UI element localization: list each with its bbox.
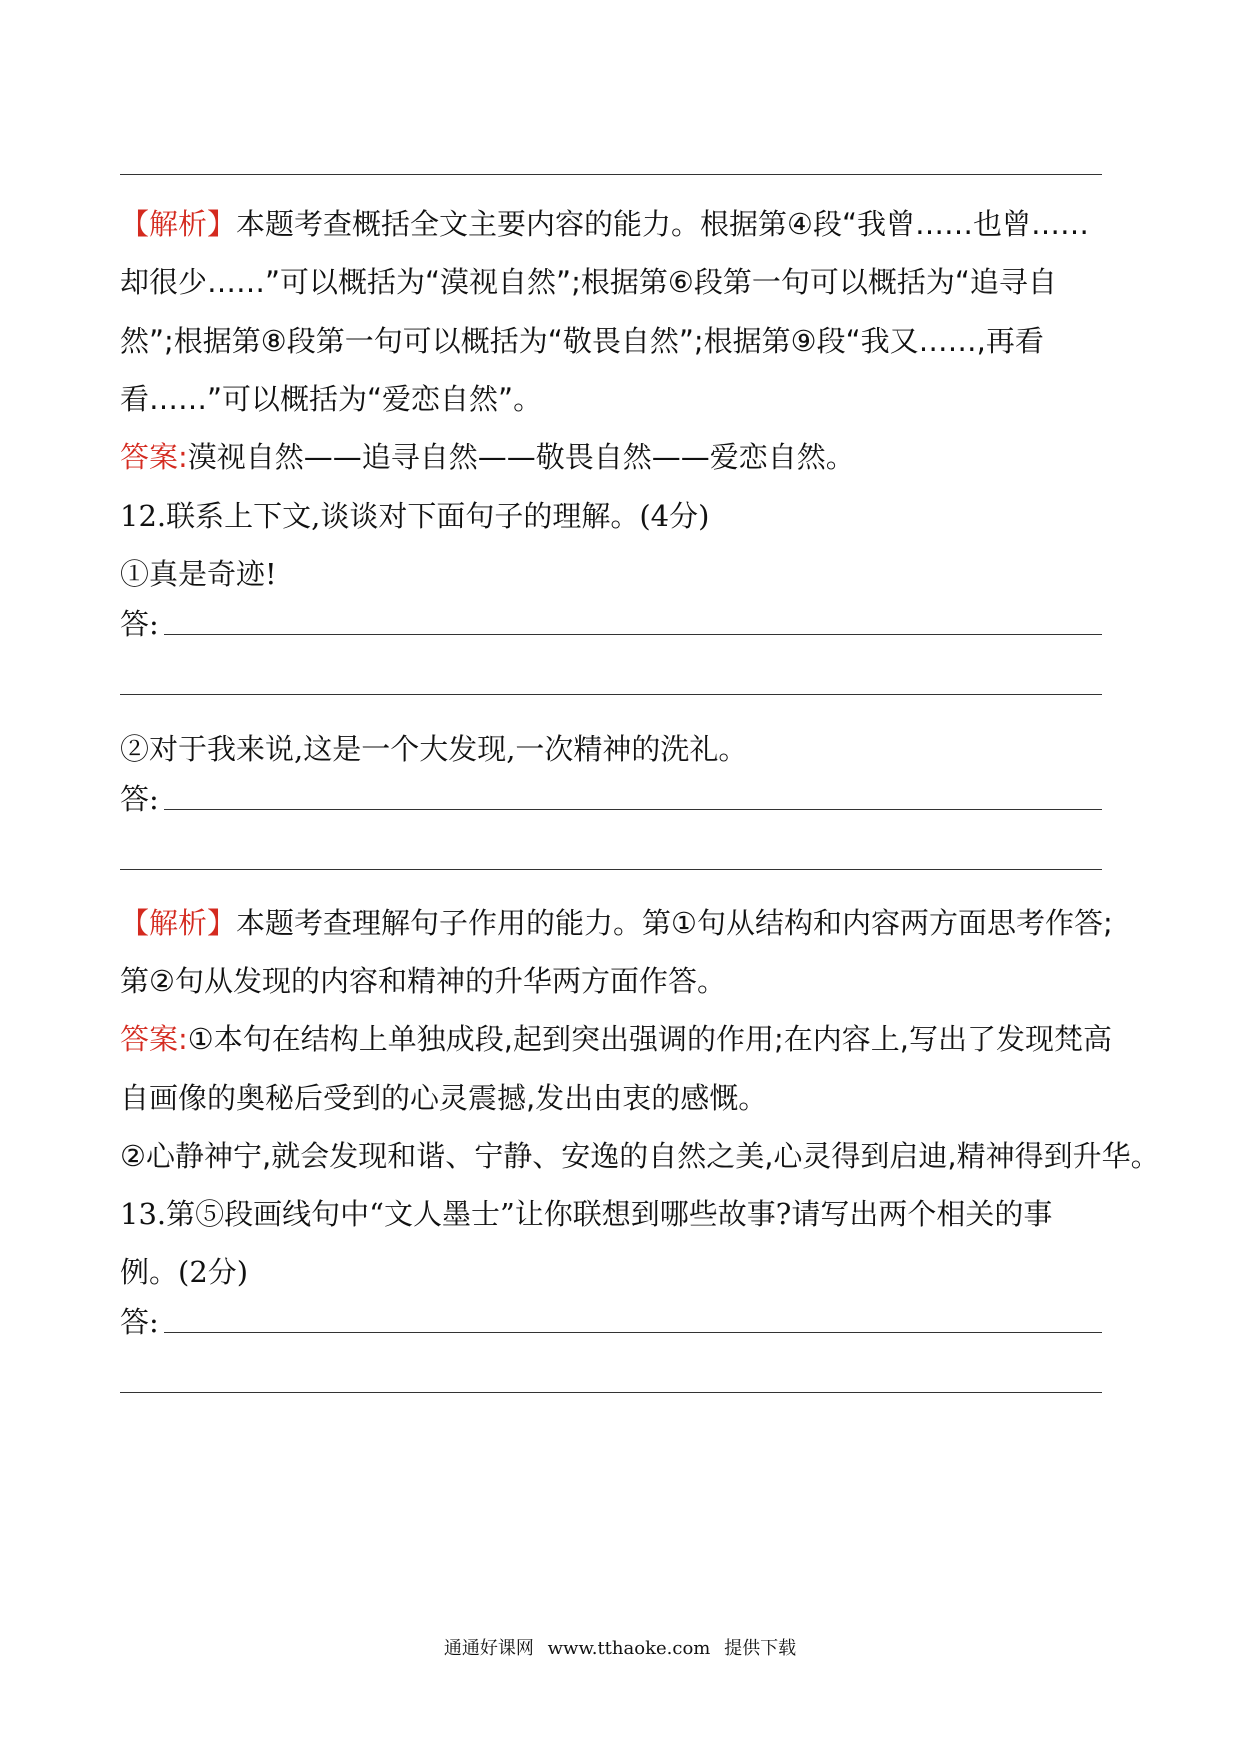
analysis-label: 【解析】 [120,207,237,241]
analysis-paragraph-line: 【解析】本题考查概括全文主要内容的能力。根据第④段“我曾……也曾…… [120,207,1090,241]
answer-label: 答案: [120,440,188,474]
analysis-paragraph-line: 第②句从发现的内容和精神的升华两方面作答。 [120,964,726,998]
question-13-stem-line: 例。(2分) [120,1255,249,1289]
footer-site-name: 通通好课网 [443,1638,534,1659]
footer-note: 提供下载 [724,1638,797,1659]
answer-blank-line[interactable] [120,1392,1102,1393]
answer-prompt: 答: [120,1305,159,1339]
answer-blank-line[interactable] [120,869,1102,870]
answer-field[interactable] [120,780,1102,820]
analysis-paragraph-line: 然”;根据第⑧段第一句可以概括为“敬畏自然”;根据第⑨段“我又……,再看 [120,324,1044,358]
answer-prompt: 答: [120,782,159,816]
analysis-paragraph-line: 看……”可以概括为“爱恋自然”。 [120,382,543,416]
answer-paragraph: 答案:漠视自然——追寻自然——敬畏自然——爱恋自然。 [120,440,855,474]
answer-blank-line[interactable] [164,1332,1102,1333]
question-13-stem: 13.第⑤段画线句中“文人墨士”让你联想到哪些故事?请写出两个相关的事 [120,1197,1053,1231]
answer-blank-line[interactable] [120,694,1102,695]
question-12-sub-1: ①真是奇迹! [120,557,277,591]
page-footer [0,1634,1240,1660]
analysis-label: 【解析】 [120,906,237,940]
answer-blank-line[interactable] [164,809,1102,810]
answer-label: 答案: [120,1022,188,1056]
answer-paragraph-line: ②心静神宁,就会发现和谐、宁静、安逸的自然之美,心灵得到启迪,精神得到升华。 [120,1139,1160,1173]
analysis-paragraph-line: 却很少……”可以概括为“漠视自然”;根据第⑥段第一句可以概括为“追寻自 [120,265,1057,299]
answer-field[interactable] [120,605,1102,645]
answer-prompt: 答: [120,607,159,641]
answer-blank-line[interactable] [120,174,1102,175]
question-12-sub-2: ②对于我来说,这是一个大发现,一次精神的洗礼。 [120,732,748,766]
answer-paragraph: 答案:①本句在结构上单独成段,起到突出强调的作用;在内容上,写出了发现梵高 [120,1022,1112,1056]
analysis-paragraph-line: 【解析】本题考查理解句子作用的能力。第①句从结构和内容两方面思考作答; [120,906,1113,940]
question-12-stem: 12.联系上下文,谈谈对下面句子的理解。(4分) [120,499,710,533]
answer-field[interactable] [120,1303,1102,1343]
footer-url[interactable]: www.tthaoke.com [547,1638,711,1659]
answer-blank-line[interactable] [164,634,1102,635]
answer-paragraph-line: 自画像的奥秘后受到的心灵震撼,发出由衷的感慨。 [120,1081,768,1115]
